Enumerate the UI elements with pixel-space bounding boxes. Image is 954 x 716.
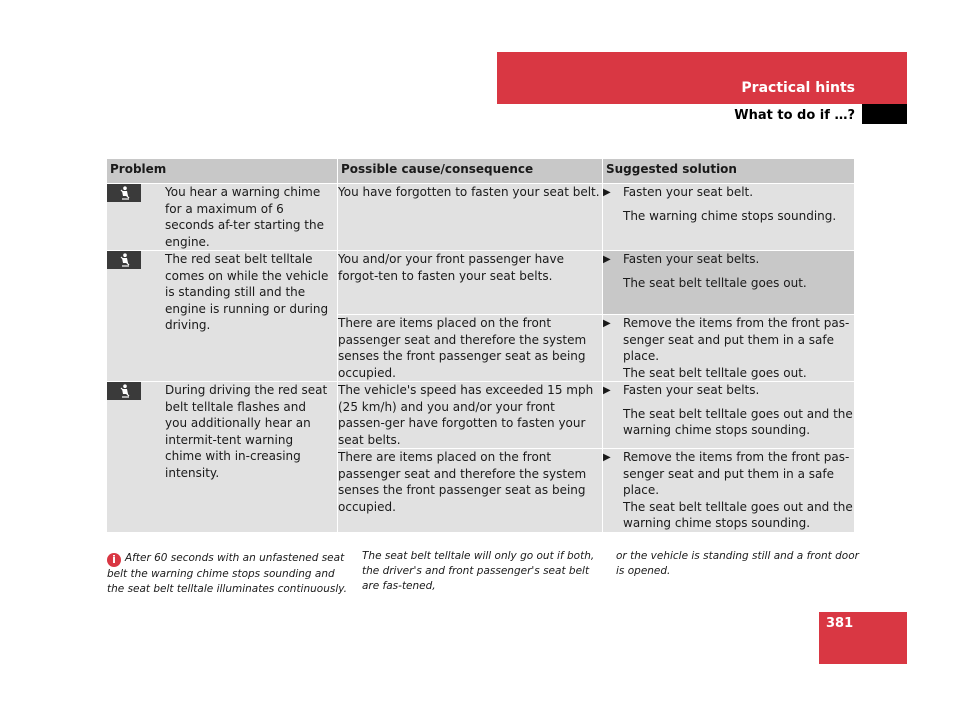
- note-column-2: [362, 549, 602, 594]
- solution-result: The seat belt telltale goes out.: [623, 275, 807, 290]
- solution-cell: [603, 183, 855, 250]
- arrow-icon: ▶: [603, 318, 611, 329]
- problem-text: During driving the red seat belt telltale flashes and you additionally hear an intermit-tent warning chime with in-creasing intensity.: [165, 383, 328, 480]
- seat-belt-telltale-icon: [107, 382, 141, 400]
- info-icon: i: [107, 553, 121, 567]
- seat-belt-telltale-icon: [107, 251, 141, 269]
- problem-text: The red seat belt telltale comes on while the vehicle is standing still and the engine is running or during driving.: [165, 252, 329, 332]
- note-text: After 60 seconds with an unfastened seat belt the warning chime stops sounding and the seat belt telltale illuminates continuously.: [107, 552, 347, 595]
- problem-text: You hear a warning chime for a maximum of 6 seconds af-ter starting the engine.: [165, 185, 324, 249]
- page-number: 381: [826, 616, 854, 631]
- table-header-row: [107, 159, 855, 183]
- solution-cell: [603, 448, 855, 532]
- cause-cell: [338, 314, 603, 381]
- solution-text: Fasten your seat belts.: [623, 252, 760, 266]
- cause-text: There are items placed on the front passenger seat and therefore the system senses the front passenger seat as being occupied.: [338, 450, 587, 514]
- solution-result: The seat belt telltale goes out and the warning chime stops sounding.: [623, 406, 853, 437]
- arrow-icon: ▶: [603, 452, 611, 463]
- table-row: [107, 250, 855, 314]
- arrow-icon: ▶: [603, 385, 611, 396]
- seat-belt-telltale-icon: [107, 184, 141, 202]
- page-subtitle: What to do if …?: [734, 108, 855, 123]
- solution-result: The seat belt telltale goes out and the warning chime stops sounding.: [623, 499, 853, 530]
- note-text: or the vehicle is standing still and a front door is opened.: [616, 550, 859, 577]
- column-header-cause: Possible cause/consequence: [338, 159, 603, 183]
- cause-text: You have forgotten to fasten your seat belt.: [338, 185, 600, 199]
- problem-cell: [107, 381, 338, 532]
- solution-cell: [603, 381, 855, 448]
- cause-cell: [338, 448, 603, 532]
- cause-cell: [338, 250, 603, 314]
- arrow-icon: ▶: [603, 254, 611, 265]
- column-header-problem: Problem: [107, 159, 338, 183]
- solution-cell: [603, 314, 855, 381]
- table-row: [107, 381, 855, 448]
- cause-text: You and/or your front passenger have forgot-ten to fasten your seat belts.: [338, 252, 565, 283]
- solution-text: Remove the items from the front pas-senger seat and put them in a safe place.: [623, 316, 850, 363]
- cause-text: There are items placed on the front passenger seat and therefore the system senses the front passenger seat as being occupied.: [338, 316, 587, 380]
- problem-cell: [107, 250, 338, 381]
- arrow-icon: ▶: [603, 187, 611, 198]
- header-black-tab: [862, 104, 907, 124]
- solution-text: Remove the items from the front pas-senger seat and put them in a safe place.: [623, 450, 850, 497]
- solution-cell: [603, 250, 855, 314]
- column-header-solution: Suggested solution: [603, 159, 855, 183]
- solution-result: The warning chime stops sounding.: [623, 208, 837, 223]
- problem-cell: [107, 183, 338, 250]
- note-column-1: [107, 551, 347, 597]
- header-red-bar: [497, 52, 907, 104]
- cause-cell: [338, 381, 603, 448]
- solution-text: Fasten your seat belts.: [623, 383, 760, 397]
- table-row: [107, 183, 855, 250]
- section-title: Practical hints: [741, 80, 855, 96]
- solution-text: Fasten your seat belt.: [623, 185, 754, 199]
- troubleshooting-table: [107, 159, 855, 532]
- cause-text: The vehicle's speed has exceeded 15 mph (25 km/h) and you and/or your front passen-ger have forgotten to fasten your seat belts.: [338, 383, 594, 447]
- cause-cell: [338, 183, 603, 250]
- note-text: The seat belt telltale will only go out if both, the driver's and front passenger's seat belt are fas-tened,: [362, 550, 595, 592]
- solution-result: The seat belt telltale goes out.: [623, 365, 807, 380]
- note-column-3: [616, 549, 861, 579]
